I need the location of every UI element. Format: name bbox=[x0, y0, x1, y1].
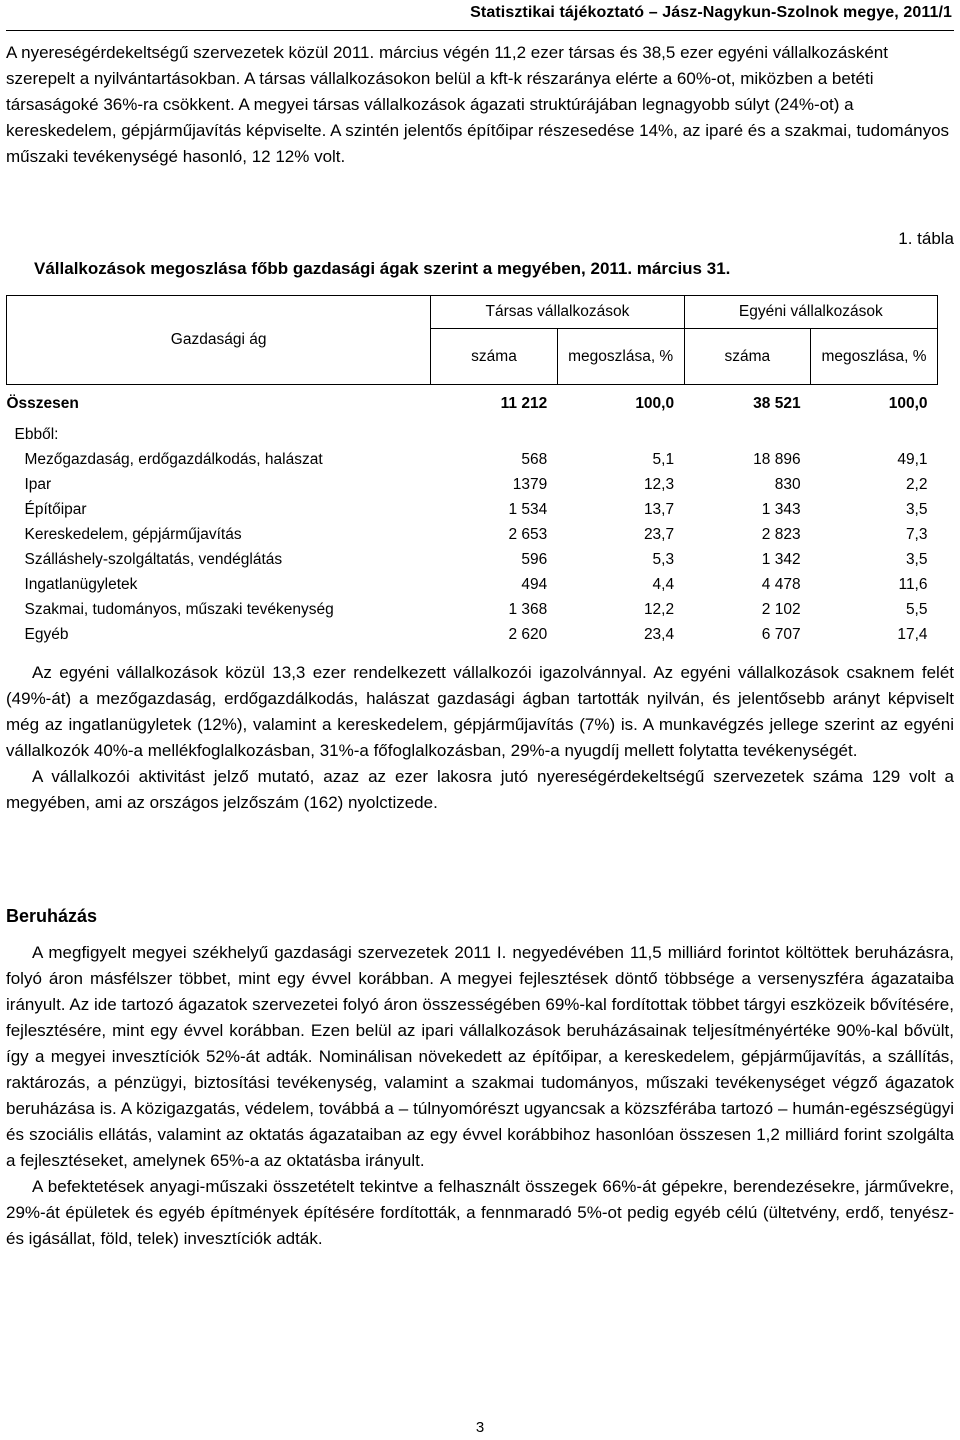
cell-companies-count: 1 534 bbox=[508, 500, 548, 518]
header-companies: Társas vállalkozások bbox=[431, 296, 684, 329]
cell-companies-count: 2 653 bbox=[508, 525, 548, 543]
cell-companies-share: 100,0 bbox=[635, 394, 675, 412]
cell-individual-share: 3,5 bbox=[905, 500, 928, 518]
table-row bbox=[7, 522, 938, 547]
cell-companies-count: 11 212 bbox=[500, 394, 548, 412]
row-label: Összesen bbox=[6, 394, 79, 412]
cell-companies-count: 1379 bbox=[512, 475, 548, 493]
paragraph: A vállalkozói aktivitást jelző mutató, azaz az ezer lakosra jutó nyereségérdekeltségű szervezetek száma 129 volt a megyében, ami az országos jelzőszám (162) nyolctizede. bbox=[6, 767, 954, 812]
cell-individual-count: 1 342 bbox=[761, 550, 801, 568]
cell-companies-share: 12,3 bbox=[643, 475, 675, 493]
cell-individual-share: 3,5 bbox=[905, 550, 928, 568]
header-rule bbox=[6, 30, 954, 31]
cell-companies-share: 5,1 bbox=[652, 450, 675, 468]
header-companies-count: száma bbox=[431, 329, 557, 385]
cell-individual-count: 1 343 bbox=[761, 500, 801, 518]
header-companies-share bbox=[557, 329, 684, 385]
table-row bbox=[7, 622, 938, 647]
header-sector: Gazdasági ág bbox=[7, 296, 431, 385]
cell-individual-count: 2 102 bbox=[761, 600, 801, 618]
cell-companies-share: 23,4 bbox=[643, 625, 675, 643]
cell-individual-count: 830 bbox=[774, 475, 801, 493]
row-label: Építőipar bbox=[24, 500, 87, 518]
row-label: Ipar bbox=[24, 475, 52, 493]
table-row bbox=[7, 547, 938, 572]
paragraph: A befektetések anyagi-műszaki összetételt tekintve a felhasznált összegek 66%-át gépekre, berendezésekre, járművekre, 29%-át épületek és egyéb építmények építésére fordították, a fennmaradó 5%-ot pedig egyéb célú (ültetvény, erdő, tenyész- és igásállat, föld, telek) invesztíciók adták. bbox=[6, 1177, 954, 1248]
section-body bbox=[6, 940, 954, 1252]
enterprise-distribution-table bbox=[6, 295, 938, 647]
paragraph: Az egyéni vállalkozások közül 13,3 ezer rendelkezett vállalkozói igazolvánnyal. Az egyéni vállalkozások csaknem felét (49%-át) a mezőgazdaság, erdőgazdálkodás, halászat gazdasági ágban tartották nyilván, és jelentősebb arányt képviselt még az ingatlanügyletek (12%), valamint a kereskedelem, gépjárműjavítás (7%) is. A munkavégzés jellege szerint az egyéni vállalkozók 40%-a mellékfoglalkozásban, 31%-a főfoglalkozásban, 29%-a nyugdíj mellett folytatta tevékenységét. bbox=[6, 663, 954, 760]
cell-companies-share: 12,2 bbox=[643, 600, 675, 618]
paragraph: A megfigyelt megyei székhelyű gazdasági szervezetek 2011 I. negyedévében 11,5 milliárd forintot költöttek beruházásra, folyó áron másfélszer többet, mint egy évvel korábban. A megyei fejlesztések döntő többsége a versenyszféra ágazataiba irányult. Az ide tartozó ágazatok szervezetei folyó áron összességében 69%-kal fordítottak többet tárgyi eszközeik bővítésére, fejlesztésére, mint egy évvel korábban. Ezen belül az ipari vállalkozások beruházásainak teljesítményértéke 90%-kal bővült, így a megyei invesztíciók 52%-át adták. Nominálisan növekedett az építőipar, a kereskedelem, gépjárműjavítás, a szállítás, raktározás, a pénzügyi, biztosítási tevékenység, valamint a szakmai tudományos, műszaki tevékenységet végző ágazatok beruházása is. A közigazgatás, védelem, továbbá a – túlnyomórészt ugyancsak a közszférába tartozó – humán-egészségügyi és szociális ellátás, valamint az oktatás ágazataiban az egy évvel korábbihoz hasonlóan összesen 1,2 milliárd forint szolgálta a fejlesztéseket, amelynek 65%-a az oktatásba irányult. bbox=[6, 943, 954, 1170]
paragraphs-after-table bbox=[6, 660, 954, 816]
table-row bbox=[7, 447, 938, 472]
header-individual: Egyéni vállalkozások bbox=[684, 296, 937, 329]
header-companies-share-text: megoszlása, % bbox=[568, 348, 674, 365]
table-title: Vállalkozások megoszlása főbb gazdasági ágak szerint a megyében, 2011. március 31. bbox=[34, 259, 731, 278]
cell-individual-share: 17,4 bbox=[897, 625, 928, 643]
cell-individual-share: 100,0 bbox=[888, 394, 928, 412]
header-individual-share bbox=[811, 329, 938, 385]
table-row bbox=[7, 497, 938, 522]
header-individual-count: száma bbox=[684, 329, 810, 385]
cell-companies-share: 4,4 bbox=[652, 575, 675, 593]
cell-individual-count: 4 478 bbox=[761, 575, 801, 593]
page-number: 3 bbox=[475, 1419, 485, 1436]
row-label: Mezőgazdaság, erdőgazdálkodás, halászat bbox=[24, 450, 323, 468]
running-header: Statisztikai tájékoztató – Jász-Nagykun-Szolnok megye, 2011/1 bbox=[470, 4, 952, 21]
row-label: Szálláshely-szolgáltatás, vendéglátás bbox=[24, 550, 283, 568]
table-row bbox=[7, 597, 938, 622]
table-row bbox=[7, 572, 938, 597]
cell-companies-count: 1 368 bbox=[508, 600, 548, 618]
cell-individual-count: 38 521 bbox=[753, 394, 801, 412]
row-label: Kereskedelem, gépjárműjavítás bbox=[24, 525, 242, 543]
cell-individual-count: 18 896 bbox=[753, 450, 801, 468]
row-label: Ingatlanügyletek bbox=[24, 575, 138, 593]
table-number: 1. tábla bbox=[898, 229, 954, 248]
row-label: Ebből: bbox=[14, 425, 59, 443]
table-row-total bbox=[7, 385, 938, 423]
cell-individual-count: 6 707 bbox=[761, 625, 801, 643]
cell-companies-share: 5,3 bbox=[652, 550, 675, 568]
cell-individual-share: 49,1 bbox=[897, 450, 928, 468]
cell-companies-count: 568 bbox=[521, 450, 548, 468]
cell-individual-share: 5,5 bbox=[905, 600, 928, 618]
cell-companies-count: 494 bbox=[521, 575, 548, 593]
cell-companies-count: 2 620 bbox=[508, 625, 548, 643]
section-heading: Beruházás bbox=[6, 906, 98, 926]
table-row-ebbol bbox=[7, 422, 938, 447]
cell-companies-share: 13,7 bbox=[643, 500, 675, 518]
cell-companies-share: 23,7 bbox=[643, 525, 675, 543]
cell-companies-count: 596 bbox=[521, 550, 548, 568]
table-row bbox=[7, 472, 938, 497]
row-label: Egyéb bbox=[24, 625, 69, 643]
row-label: Szakmai, tudományos, műszaki tevékenység bbox=[24, 600, 334, 618]
intro-paragraph: A nyereségérdekeltségű szervezetek közül 2011. március végén 11,2 ezer társas és 38,5 ezer egyéni vállalkozásként szerepelt a nyilvántartásokban. A társas vállalkozásokon belül a kft-k részaránya elérte a 60%-ot, miközben a betéti társaságoké 36%-ra csökkent. A megyei társas vállalkozások ágazati struktúrájában legnagyobb súlyt (24%-ot) a kereskedelem, gépjárműjavítás képviselte. A szintén jelentős építőipar részesedése 14%, az iparé és a szakmai, tudományos műszaki tevékenységé hasonló, 12 12% volt. bbox=[6, 43, 950, 166]
header-individual-share-text: megoszlása, % bbox=[821, 348, 927, 365]
cell-individual-share: 2,2 bbox=[905, 475, 928, 493]
cell-individual-share: 7,3 bbox=[905, 525, 928, 543]
cell-individual-count: 2 823 bbox=[761, 525, 801, 543]
cell-individual-share: 11,6 bbox=[898, 575, 928, 593]
